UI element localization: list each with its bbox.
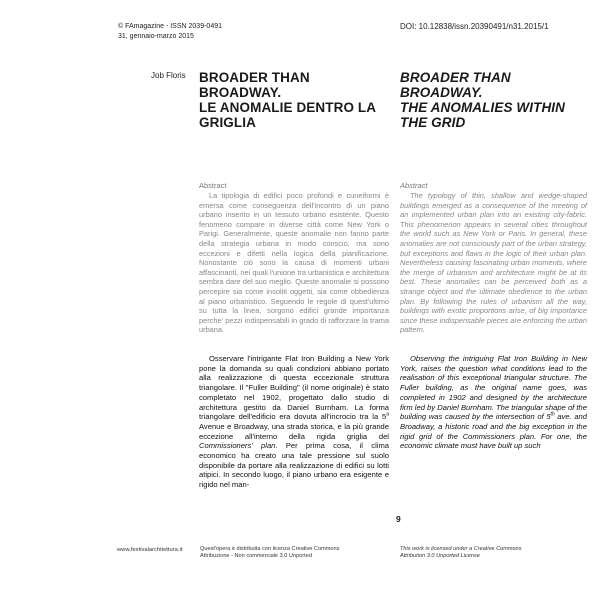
body-en-part1: Observing the intriguing Flat Iron Building in New York, raises the question what conditions lead to the realisation of this exceptional triangular structure. The Fuller building, as the original name goes, was completed in 1902 and designed by the architecture firm led by Daniel Burnham. The triangular shape of the building was caused by the intersection of 5 [400,354,587,422]
abstract-label: Abstract [400,181,428,190]
author-name: Job Floris [151,71,186,80]
title-en-line: BROADER THAN [400,70,511,85]
body-it-part2: Avenue e Broadway, una strada storica, e la più grande eccezione all'interno della rigida griglia del [199,421,389,441]
journal-issue: 31, gennaio-marzo 2015 [118,33,194,40]
license-english [400,546,522,560]
body-english [400,354,587,451]
license-en-line: Attribution 3.0 Unported License [400,553,480,559]
title-english [400,70,590,130]
license-it-line[interactable]: Quest'opera è distribuita con licenza Creative Commons [200,546,340,552]
abstract-italian [199,181,389,335]
superscript: th [550,411,555,418]
body-en-part2: ave. and Broadway, a historic road and the big exception in the rigid grid of the Commissioners plan. For one, the economic climate must have built up such [400,412,587,451]
abstract-label: Abstract [199,181,227,190]
title-italian [199,70,399,130]
abstract-it-body: La tipologia di edifici poco profondi e cuneiformi è emersa come conseguenza dell'incontro di un piano urbano inserito in un tessuto urbano esistente. Questo fenomeno compare in diverse città come New York o Parigi. Generalmente, queste anomalie non fanno parte della strategia urbana in modo conscio, ma sono eccezioni e difetti nella logica della pianificazione. Nonostante ciò sono la causa di momenti urbani affascinanti, nei quali l'unione tra urbanistica e architettura sembra dare del suo meglio. Queste anomalie si possono percepire sia come insoliti oggetti, sia come obbedienza al piano urbanistico. Seguendo le regole di quest'ultimo su tutta la linea, sorgono edifici grande importanza perche' pezzi indispensabili in grado di rafforzare la trama urbana. [199,191,389,335]
license-it-line: Attribuzione - Non commerciale 3.0 Unported [200,553,312,559]
body-it-part3: . Per prima cosa, il clima economico ha creato una tale pressione sul suolo disponibile da portare alla realizzazione di edifici su lotti atipici. In secondo luogo, il piano urbano era esigente e rigido nel man- [199,441,389,490]
license-en-line[interactable]: This work is licensed under a Creative Commons [400,546,522,552]
title-en-line: THE GRID [400,115,466,130]
doi[interactable]: DOI: 10.12838/issn.20390491/n31.2015/1 [400,22,549,31]
body-it-part1: Osservare l'intrigante Flat Iron Building a New York pone la domanda su quali condizioni abbiano portato alla realizzazione di questa eccezionale struttura triangolare. Il "Fuller Building" (il nome originale) è stato completato nel 1902, progettato dallo studio di architettura gestito da Daniel Burnham. La forma triangolare dell'edificio era dovuta all'incrocio tra la 5 [199,354,389,422]
website-link[interactable]: www.festivalarchitettura.it [117,547,183,553]
title-it-line: GRIGLIA [199,115,256,130]
title-it-line: LE ANOMALIE DENTRO LA [199,100,377,115]
title-en-line: BROADWAY. [400,85,483,100]
abstract-text [400,191,587,335]
journal-issn: © FAmagazine - ISSN 2039-0491 [118,23,222,30]
superscript: a [386,411,389,418]
license-italian [200,546,339,560]
abstract-text [199,191,389,335]
abstract-english [400,181,587,335]
body-it-italic: Commissioners' plan [199,441,276,451]
title-it-line: BROADER THAN [199,70,310,85]
title-en-line: THE ANOMALIES WITHIN [400,100,565,115]
body-italian [199,354,389,490]
page-number: 9 [396,514,401,524]
abstract-en-body: The typology of thin, shallow and wedge-shaped buildings emerged as a consequence of the meeting of an implemented urban plan into an existing city-fabric. This phenomenon appears in several cities throughout the world such as New York or Paris. In general, these anomalies are not consciously part of the urban strategy, but exceptions and flaws in the logic of their urban plan. Nevertheless causing fascinating urban moments, where the merge of urbanism and architecture might be at its best. These anomalies can be perceived both as a strange object and the ultimate obedience to the urban plan. By following the rules of urbanism all the way, buildings with exotic proportions arise, of big importance since these indispensable pieces are enforcing the urban pattern. [400,191,587,335]
title-it-line: BROADWAY. [199,85,282,100]
